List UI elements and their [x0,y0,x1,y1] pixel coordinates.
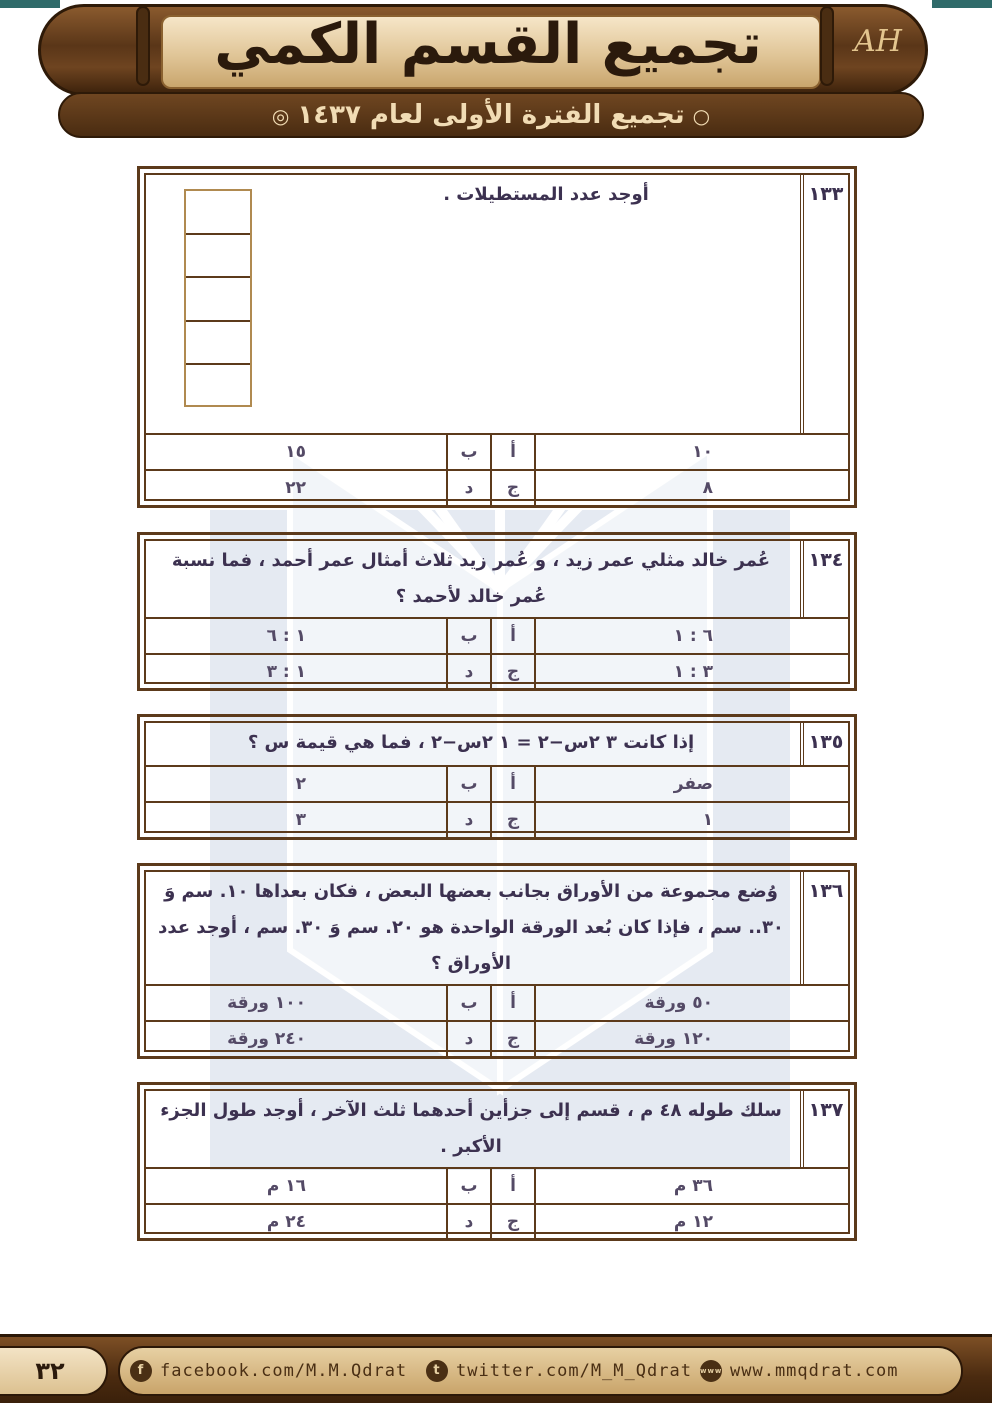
page-subtitle: ○تجميع الفترة الأولى لعام ١٤٣٧◎ [58,92,924,138]
option-c-label: ج [490,471,534,505]
question-text: وُضع مجموعة من الأوراق بجانب بعضها البعض ، فكان بعداها ١٠. سم وَ ٣٠.. سم ، فإذا كان بُعد الورقة الواحدة هو ٢٠. سم وَ ٣٠. سم ، أوجد عدد الأوراق ؟ [158,881,784,974]
option-a-label: أ [490,1169,534,1203]
facebook-link[interactable]: f facebook.com/M.M.Qdrat [130,1346,407,1396]
option-b-label: ب [446,767,490,801]
options-row [146,1020,848,1056]
option-d-value[interactable]: ٢٤ م [266,1212,306,1232]
option-c-value[interactable]: ٣ : ١ [534,655,848,689]
option-d-value[interactable]: ١ : ٣ [266,662,306,682]
option-b-value[interactable]: ١٦ م [266,1176,306,1196]
options-row [146,617,848,653]
option-b-label: ب [446,986,490,1020]
option-a-value[interactable]: ٣٦ م [534,1169,848,1203]
options-row [146,984,848,1020]
option-a-value[interactable]: ٦ : ١ [534,619,848,653]
option-b-value[interactable]: ١٠٠ ورقة [227,993,306,1013]
option-c-value[interactable]: ١ [534,803,848,837]
facebook-icon: f [130,1360,152,1382]
option-c-label: ج [490,1205,534,1239]
option-c-label: ج [490,655,534,689]
page-number: ٣٢ [35,1357,65,1385]
scroll-ornament [820,6,834,86]
option-d-value[interactable]: ٢٢ [285,478,306,498]
options-row [146,801,848,837]
option-a-label: أ [490,767,534,801]
question-136 [137,863,857,1059]
globe-icon: www [700,1360,722,1382]
option-a-value[interactable]: ١٠ [534,435,848,469]
options-row [146,765,848,801]
option-c-label: ج [490,1022,534,1056]
corner-decoration [932,0,992,8]
question-number: ١٣٤ [800,541,848,617]
question-137 [137,1082,857,1241]
option-a-label: أ [490,986,534,1020]
option-a-label: أ [490,435,534,469]
question-number: ١٣٧ [800,1091,848,1167]
option-b-value[interactable]: ٢ [295,774,306,794]
option-d-label: د [446,1205,490,1239]
question-text: عُمر خالد مثلي عمر زيد ، و عُمر زيد ثلاث أمثال عمر أحمد ، فما نسبة عُمر خالد لأحمد ؟ [171,550,771,607]
brand-logo: AH [854,24,902,59]
option-d-label: د [446,803,490,837]
question-133 [137,166,857,508]
options-row [146,1203,848,1239]
question-text: إذا كانت ٣ ٢س−٢ = ١ ٢س−٢ ، فما هي قيمة س ؟ [247,732,695,753]
option-c-value[interactable]: ٨ [534,471,848,505]
question-number: ١٣٣ [800,175,848,433]
website-link[interactable]: www www.mmqdrat.com [700,1361,899,1381]
target-bullet-icon: ◎ [271,104,290,128]
twitter-icon: t [426,1360,448,1382]
option-a-value[interactable]: صفر [534,767,848,801]
option-d-value[interactable]: ٢٤٠ ورقة [227,1029,306,1049]
option-b-label: ب [446,619,490,653]
question-134 [137,532,857,691]
option-b-value[interactable]: ١ : ٦ [266,626,306,646]
option-a-value[interactable]: ٥٠ ورقة [534,986,848,1020]
option-c-label: ج [490,803,534,837]
ring-bullet-icon: ○ [692,104,711,128]
options-row [146,433,848,469]
option-d-label: د [446,471,490,505]
option-d-label: د [446,655,490,689]
rectangles-figure [184,189,252,407]
question-number: ١٣٦ [800,872,848,984]
scroll-ornament [136,6,150,86]
twitter-link[interactable]: t twitter.com/M_M_Qdrat [426,1346,692,1396]
question-text: أوجد عدد المستطيلات . [443,184,649,205]
option-d-label: د [446,1022,490,1056]
option-b-value[interactable]: ١٥ [285,442,306,462]
question-135 [137,714,857,840]
option-b-label: ب [446,1169,490,1203]
question-text: سلك طوله ٤٨ م ، قسم إلى جزأين أحدهما ثلث الآخر ، أوجد طول الجزء الأكبر . [160,1100,782,1157]
options-row [146,653,848,689]
corner-decoration [0,0,60,8]
options-row [146,1167,848,1203]
option-c-value[interactable]: ١٢٠ ورقة [534,1022,848,1056]
option-d-value[interactable]: ٣ [295,810,306,830]
page-header [0,0,992,145]
page-title: تجميع القسم الكمي [214,12,762,77]
question-number: ١٣٥ [800,723,848,765]
option-a-label: أ [490,619,534,653]
option-c-value[interactable]: ١٢ م [534,1205,848,1239]
options-row [146,469,848,505]
option-b-label: ب [446,435,490,469]
